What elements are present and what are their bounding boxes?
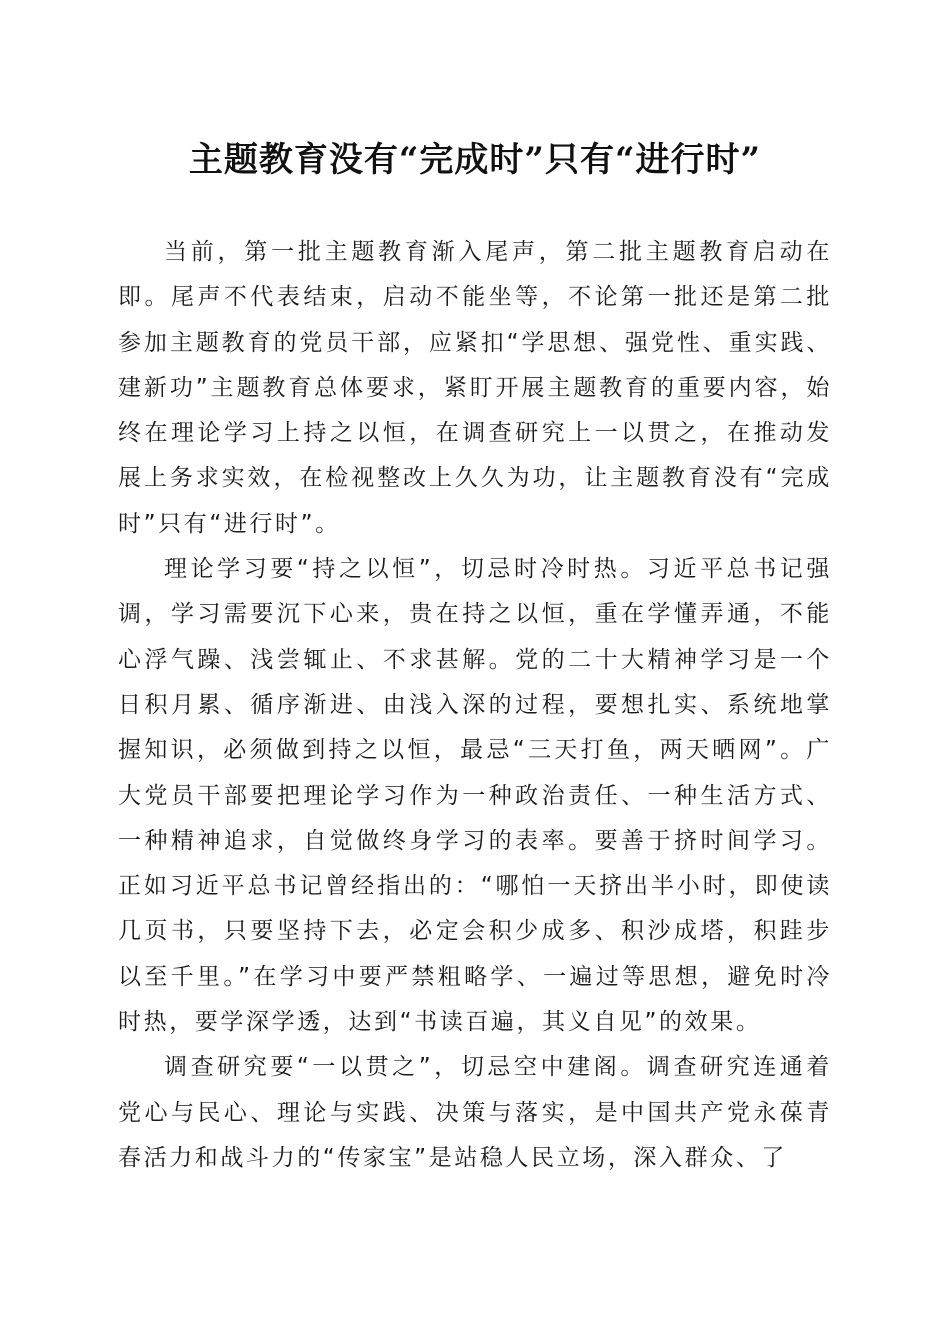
paragraph-investigation: 调查研究要“一以贯之”，切忌空中建阁。调查研究连通着党心与民心、理论与实践、决策与落实，是中国共产党永葆青春活力和战斗力的“传家宝”是站稳人民立场，深入群众、了 [118,1054,832,1171]
document-title: 主题教育没有“完成时”只有“进行时” [188,140,762,180]
document-body [118,230,832,1181]
paragraph-theory-study: 理论学习要“持之以恒”，切忌时冷时热。习近平总书记强调，学习需要沉下心来，贵在持之以恒，重在学懂弄通，不能心浮气躁、浅尝辄止、不求甚解。党的二十大精神学习是一个日积月累、循序渐进、由浅入深的过程，要想扎实、系统地掌握知识，必须做到持之以恒，最忌“三天打鱼，两天晒网”。广大党员干部要把理论学习作为一种政治责任、一种生活方式、一种精神追求，自觉做终身学习的表率。要善于挤时间学习。正如习近平总书记曾经指出的：“哪怕一天挤出半小时，即使读几页书，只要坚持下去，必定会积少成多、积沙成塔，积跬步以至千里。”在学习中要严禁粗略学、一遍过等思想，避免时冷时热，要学深学透，达到“书读百遍，其义自见”的效果。 [118,556,832,1036]
paragraph-intro: 当前，第一批主题教育渐入尾声，第二批主题教育启动在即。尾声不代表结束，启动不能坐等，不论第一批还是第二批参加主题教育的党员干部，应紧扣“学思想、强党性、重实践、建新功”主题教育总体要求，紧盯开展主题教育的重要内容，始终在理论学习上持之以恒，在调查研究上一以贯之，在推动发展上务求实效，在检视整改上久久为功，让主题教育没有“完成时”只有“进行时”。 [118,239,832,537]
